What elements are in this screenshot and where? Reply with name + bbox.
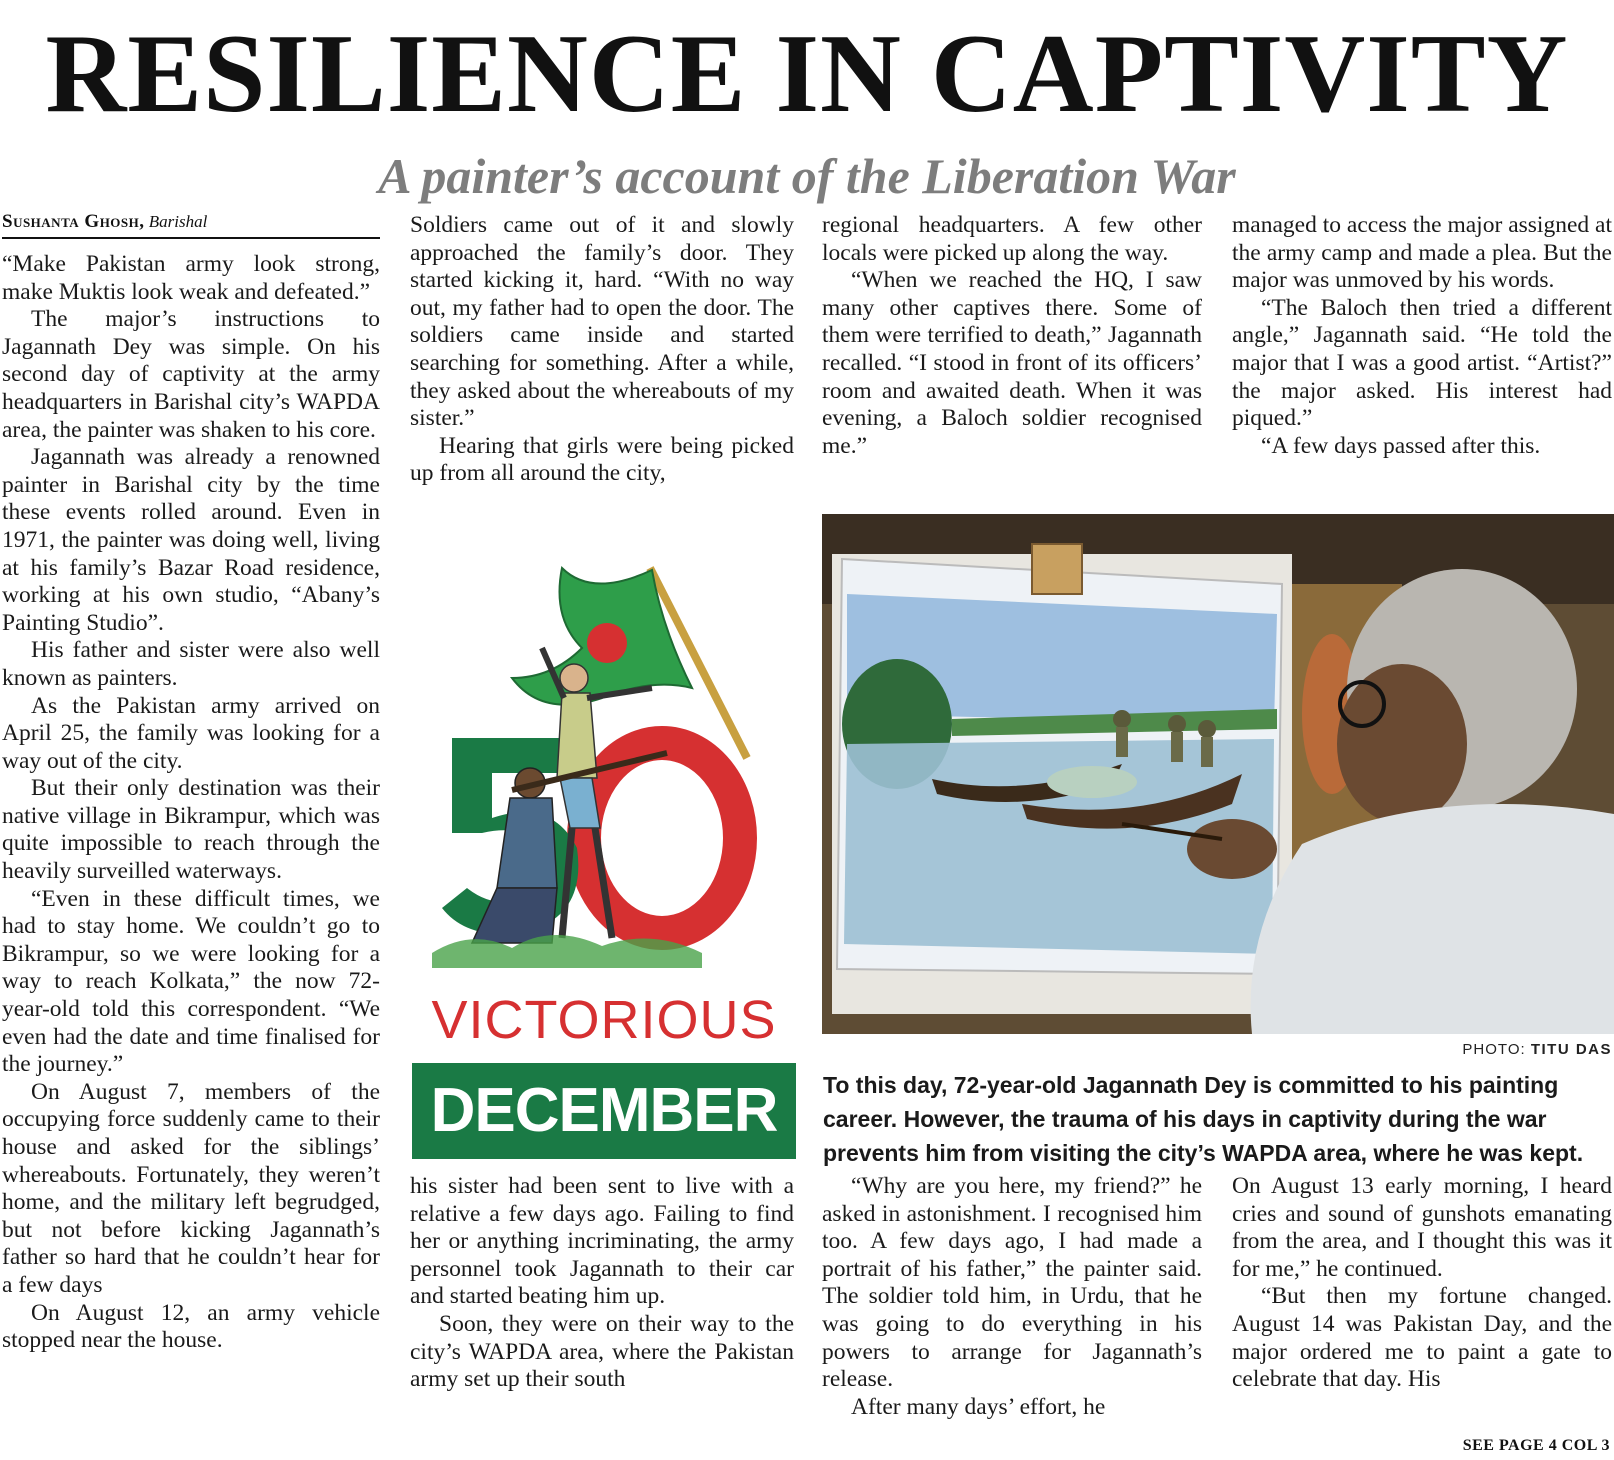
paragraph: After many days’ effort, he	[851, 1393, 1106, 1420]
painter-photo	[822, 514, 1614, 1034]
article-column-1	[2, 251, 380, 1355]
paragraph: “Make Pakistan army look strong, make Muktis look weak and defeated.”	[2, 251, 380, 305]
paragraph: Soldiers came out of it and slowly approached the family’s door. They started kicking it, hard. “With no way out, my father had to open the door. The soldiers came inside and started searching for something. After a while, they asked about the whereabouts of my sister.”	[410, 212, 794, 432]
byline-location: Barishal	[148, 212, 208, 231]
painter-hand	[1187, 819, 1277, 879]
paragraph: On August 7, members of the occupying force suddenly came to their house and asked for the siblings’ whereabouts. Fortunately, they weren’t home, and the military left begrudged, but not before kicking Jagannath’s father so hard that he couldn’t hear for a few days	[2, 1078, 380, 1298]
article-column-3-bottom	[822, 1173, 1202, 1421]
fighter-head	[560, 664, 588, 692]
paragraph: Jagannath was already a renowned painter in Barishal city by the time these events rolled around. Even in 1971, the painter was doing well, living at his family’s Bazar Road residence, working at his own studio, “Abany’s Painting Studio”.	[2, 444, 380, 636]
fifty-years-illustration	[412, 528, 796, 988]
article-column-2-top	[410, 212, 794, 488]
photo-caption: To this day, 72-year-old Jagannath Dey is committed to his painting career. However, the trauma of his days in captivity during the war prevents him from visiting the city’s WAPDA area, where he was kept.	[823, 1072, 1584, 1166]
kneeling-fighter-legs	[472, 888, 557, 943]
fighter-torso	[557, 693, 597, 778]
byline-author: Sushanta Ghosh,	[2, 211, 145, 232]
paragraph: Soon, they were on their way to the city’s WAPDA area, where the Pakistan army set up their south	[410, 1310, 794, 1393]
paragraph: “Even in these difficult times, we had to stay home. We couldn’t go to Bikrampur, so we were looking for a way to reach Kolkata,” the now 72-year-old told this correspondent. “We even had the date and time finalised for the journey.”	[2, 885, 380, 1078]
article-column-4-bottom	[1232, 1173, 1612, 1394]
photo-credit-label: PHOTO:	[1462, 1041, 1526, 1058]
paragraph: On August 13 early morning, I heard cries and sound of gunshots emanating from the area, and I thought this was it for me,” he continued.	[1232, 1173, 1612, 1282]
paragraph: As the Pakistan army arrived on April 25, the family was looking for a way out of the city.	[2, 692, 380, 774]
continuation-jump[interactable]: SEE PAGE 4 COL 3	[1462, 1437, 1610, 1454]
byline	[2, 210, 380, 239]
painter-face	[1337, 664, 1467, 824]
headline: RESILIENCE IN CAPTIVITY	[45, 12, 1569, 136]
grass-decoration	[432, 935, 702, 968]
logo-victorious: VICTORIOUS	[431, 990, 777, 1050]
paragraph: His father and sister were also well known as painters.	[2, 637, 380, 691]
painter-at-easel-image	[822, 514, 1614, 1034]
paragraph: “A few days passed after this.	[1261, 432, 1541, 459]
paragraph: “The Baloch then tried a different angle,” Jagannath said. “He told the major that I was a good artist. “Artist?” the major asked. His interest had piqued.”	[1232, 294, 1612, 432]
paragraph: managed to access the major assigned at the army camp and made a plea. But the major was unmoved by his words.	[1232, 212, 1612, 294]
article-column-2-bottom	[410, 1173, 794, 1394]
kneeling-fighter-body	[497, 798, 557, 888]
paragraph: “When we reached the HQ, I saw many other captives there. Some of them were terrified to death,” Jagannath recalled. “I stood in front of its officers’ room and awaited death. When it was evening, a Baloch soldier recognised me.”	[822, 267, 1202, 459]
paragraph: But their only destination was their native village in Bikrampur, which was quite impossible to reach through the heavily surveilled waterways.	[2, 775, 380, 885]
paragraph: “Why are you here, my friend?” he asked in astonishment. I recognised him too. A few days ago, I had made a portrait of his father,” the painter said. The soldier told him, in Urdu, that he was going to do everything in his powers to arrange for Jagannath’s release.	[822, 1173, 1202, 1393]
logo-december-band: DECEMBER	[412, 1063, 796, 1159]
flag-red-disc	[587, 623, 627, 663]
clip-icon	[1032, 544, 1082, 594]
article-column-3-top	[822, 212, 1202, 460]
paragraph: On August 12, an army vehicle stopped near the house.	[2, 1299, 380, 1354]
article-column-4-top	[1232, 212, 1612, 460]
victorious-december-logo	[412, 528, 796, 1164]
paragraph: The major’s instructions to Jagannath Dey was simple. On his second day of captivity at the army headquarters in Barishal city’s WAPDA area, the painter was shaken to his core.	[2, 306, 380, 443]
paragraph: regional headquarters. A few other locals were picked up along the way.	[822, 212, 1202, 266]
paragraph: Hearing that girls were being picked up from all around the city,	[410, 432, 794, 487]
photo-credit-name: TITU DAS	[1530, 1041, 1612, 1058]
paragraph: “But then my fortune changed. August 14 was Pakistan Day, and the major ordered me to paint a gate to celebrate that day. His	[1232, 1283, 1612, 1393]
photo-credit	[1462, 1041, 1612, 1058]
subheadline: A painter’s account of the Liberation War	[378, 148, 1236, 204]
paragraph: his sister had been sent to live with a relative a few days ago. Failing to find her or anything incriminating, the army personnel took Jagannath to their car and started beating him up.	[410, 1173, 794, 1310]
